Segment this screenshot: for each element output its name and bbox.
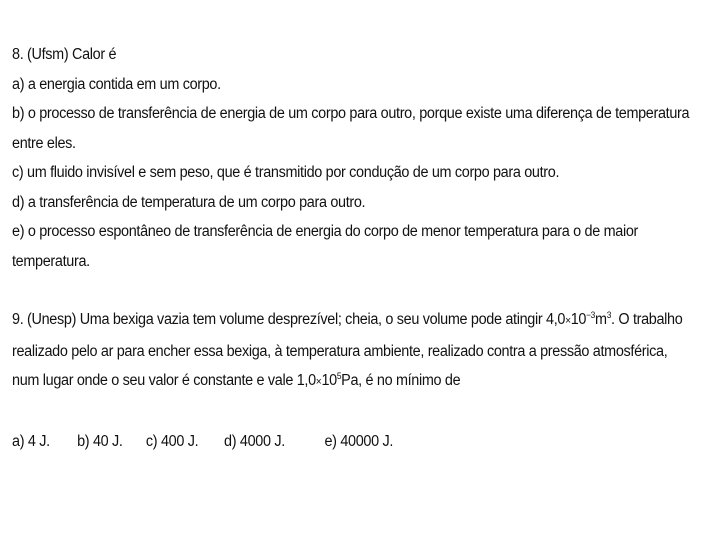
exponent: −3: [586, 310, 596, 320]
question-8-option-c: c) um fluido invisível e sem peso, que é transmitido por condução de um corpo para outro.: [12, 164, 560, 181]
multiplication-sign: ×: [565, 315, 571, 327]
question-8-option-b-line1: b) o processo de transferência de energia de um corpo para outro, porque existe uma diferença de temperatura: [12, 105, 690, 122]
unit: m: [595, 311, 607, 328]
question-8-option-a: a) a energia contida em um corpo.: [12, 75, 221, 93]
question-8: [12, 40, 690, 276]
power-base: 10: [321, 372, 337, 389]
question-9-option-c: c) 400 J.: [145, 432, 199, 450]
spacer: [12, 276, 663, 305]
exponent: 5: [336, 371, 342, 381]
question-9-line3-text: num lugar onde o seu valor é constante e vale 1,0: [12, 372, 316, 389]
question-9-line3: [12, 366, 663, 398]
question-8-option-e-line1: e) o processo espontâneo de transferência de energia do corpo de menor temperatura para o de maior: [12, 223, 638, 240]
question-9-line1-text: 9. (Unesp) Uma bexiga vazia tem volume desprezível; cheia, o seu volume pode atingir 4,0: [12, 311, 566, 328]
question-8-option-e-line2: temperatura.: [12, 252, 90, 270]
question-9-option-d: d) 4000 J.: [224, 432, 285, 450]
question-9-option-e: e) 40000 J.: [324, 432, 394, 450]
question-8-title: 8. (Ufsm) Calor é: [12, 46, 117, 63]
unit-exponent: 3: [606, 310, 612, 320]
question-9-options: [12, 427, 663, 457]
document-page: [12, 40, 690, 456]
power-base: 10: [570, 311, 587, 328]
question-9-line1-end: . O trabalho: [611, 311, 683, 328]
multiplication-sign: ×: [315, 376, 322, 388]
question-9-option-b: b) 40 J.: [77, 432, 123, 450]
question-9: [12, 305, 683, 398]
question-9-line3-end: Pa, é no mínimo de: [341, 372, 461, 389]
question-8-option-d: d) a transferência de temperatura de um corpo para outro.: [12, 193, 366, 211]
question-9-line2: realizado pelo ar para encher essa bexiga, à temperatura ambiente, realizado contra a pressão atmosférica,: [12, 342, 668, 360]
question-9-line1: [12, 305, 683, 337]
question-9-option-a: a) 4 J.: [12, 432, 50, 450]
question-8-option-b-line2: entre eles.: [12, 134, 76, 152]
spacer: [12, 398, 663, 427]
